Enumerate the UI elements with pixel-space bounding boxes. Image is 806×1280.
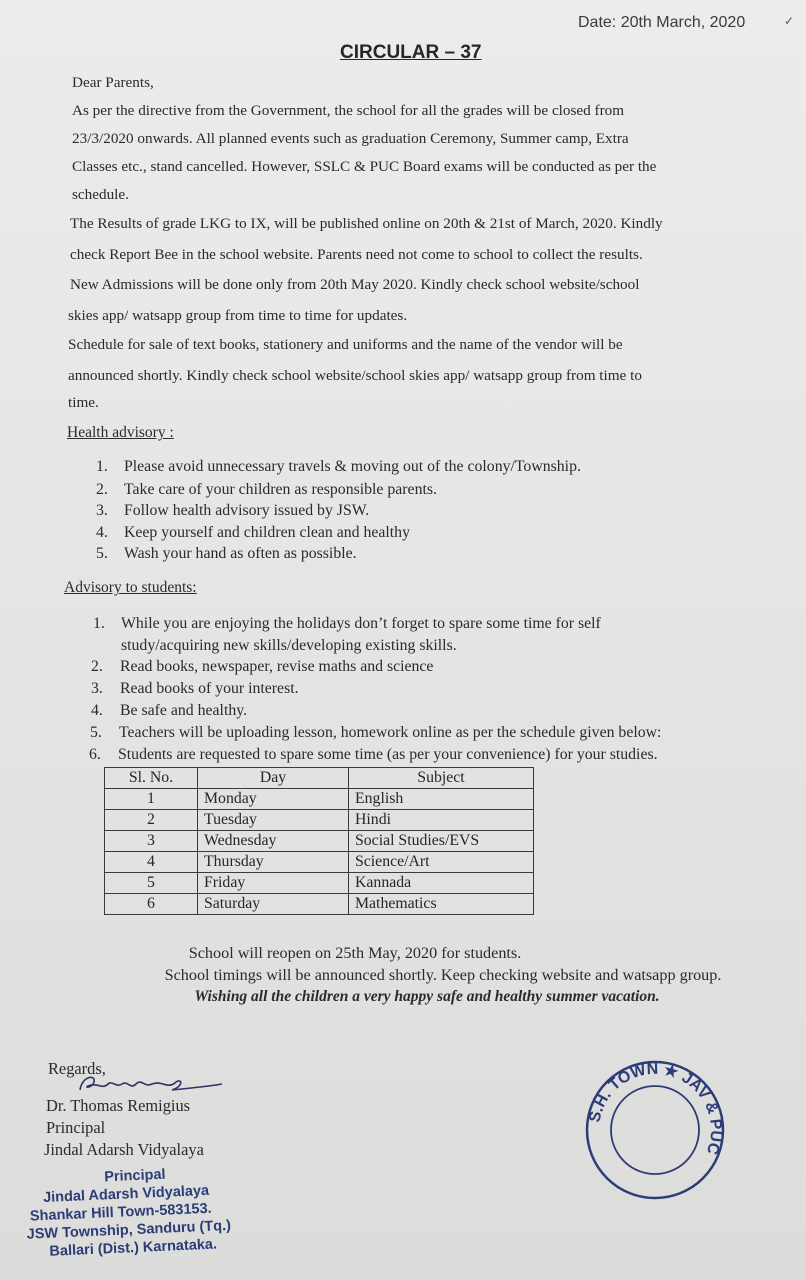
- stamp-line: Principal: [103, 1166, 166, 1186]
- table-cell: Friday: [198, 873, 349, 894]
- table-row: [105, 894, 534, 915]
- circular-document: ✓ Date: 20th March, 2020 CIRCULAR – 37 Dear Parents, As per the directive from the Government, the school for all the grades will be closed from 23/3/2020 onwards. All planned events such as graduation Ceremony, Summer camp, Extra Classes etc., stand cancelled. However, SSLC & PUC Board exams will be conducted as per the schedule. The Results of grade LKG to IX, will be published online on 20th & 21st of March, 2020. Kindly check Report Bee in the school website. Parents need not come to school to collect the results. New Admissions will be done only from 20th May 2020. Kindly check school website/school skies app/ watsapp group from time to time for updates. Schedule for sale of text books, stationery and uniforms and the name of the vendor will be announced shortly. Kindly check school website/school skies app/ watsapp group from time to time. Health advisory : 1. Please avoid unnecessary travels & moving out of the colony/Township. 2. Take care of your children as responsible parents. 3. Follow health advisory issued by JSW. 4. Keep yourself and children clean and healthy 5. Wash your hand as often as possible. Advisory to students: 1. While you are enjoying the holidays don’t forget to spare some time for self study/acquiring new skills/developing existing skills. 2. Read books, newspaper, revise maths and science 3. Read books of your interest. 4. Be safe and healthy. 5. Teachers will be uploading lesson, homework online as per the schedule given below: 6. Students are requested to spare some time (as per your convenience) for your studies. Sl. No. Day Subject 1 Monday English 2 Tuesday Hindi 3 Wednesday Social Studies/EVS 4 Thursday Science/Art 5 Friday Kannada 6 Saturday Mathematics School will reopen on 25th May, 2020 for students. School timings will be announced shortly. Keep checking website and watsapp group. Wishing all the children a very happy safe and healthy summer vacation. Regards, Dr. Thomas Remigius Principal Jindal Adarsh Vidyalaya Principal Jindal Adarsh Vidyalaya Shankar Hill Town-583153. JSW Township, Sanduru (Tq.) Ballari (Dist.) Karnataka. S.H. TOWN ★ JAV & PUC: [0, 0, 806, 1280]
- timings-notice: School timings will be announced shortly. Keep checking website and watsapp group.: [164, 966, 722, 984]
- intro-line: announced shortly. Kindly check school website/school skies app/ watsapp group from time to: [68, 367, 642, 384]
- stamp-line: Ballari (Dist.) Karnataka.: [49, 1236, 218, 1260]
- stamp-line: JSW Township, Sanduru (Tq.): [26, 1217, 232, 1243]
- principal-stamp: [20, 1163, 232, 1262]
- wish-line: Wishing all the children a very happy safe and healthy summer vacation.: [194, 988, 660, 1005]
- table-cell: Wednesday: [198, 831, 349, 852]
- table-cell: 2: [105, 810, 198, 831]
- school-seal-icon: [583, 1058, 727, 1202]
- principal-name: Dr. Thomas Remigius: [46, 1096, 191, 1115]
- table-cell: 3: [105, 831, 198, 852]
- intro-line: 23/3/2020 onwards. All planned events such as graduation Ceremony, Summer camp, Extra: [72, 130, 629, 147]
- table-row: [105, 789, 534, 810]
- table-cell: Mathematics: [349, 894, 534, 915]
- table-cell: Thursday: [198, 852, 349, 873]
- principal-role: Principal: [46, 1118, 106, 1137]
- table-cell: Science/Art: [349, 852, 534, 873]
- table-cell: 6: [105, 894, 198, 915]
- table-row: [105, 831, 534, 852]
- table-cell: English: [349, 789, 534, 810]
- svg-text:S.H. TOWN ★ JAV & PUC: S.H. TOWN ★ JAV & PUC: [586, 1060, 725, 1157]
- students-advisory-heading: Advisory to students:: [64, 579, 197, 596]
- intro-line: Schedule for sale of text books, stationery and uniforms and the name of the vendor will be: [68, 336, 623, 353]
- table-row: [105, 810, 534, 831]
- intro-line: schedule.: [72, 186, 129, 203]
- table-cell: 4: [105, 852, 198, 873]
- column-header: Sl. No.: [105, 768, 198, 789]
- check-mark-icon: ✓: [784, 14, 795, 28]
- schedule-table: [104, 767, 534, 915]
- circular-title: CIRCULAR – 37: [340, 42, 482, 63]
- reopen-notice: School will reopen on 25th May, 2020 for students.: [188, 944, 522, 962]
- stamp-line: Jindal Adarsh Vidyalaya: [42, 1182, 210, 1207]
- table-header-row: [105, 768, 534, 789]
- table-cell: 1: [105, 789, 198, 810]
- intro-line: skies app/ watsapp group from time to time for updates.: [68, 307, 408, 324]
- table-cell: Tuesday: [198, 810, 349, 831]
- regards: Regards,: [48, 1059, 106, 1078]
- column-header: Day: [198, 768, 349, 789]
- table-row: [105, 873, 534, 894]
- salutation: Dear Parents,: [72, 74, 154, 91]
- column-header: Subject: [349, 768, 534, 789]
- table-cell: 5: [105, 873, 198, 894]
- intro-line: The Results of grade LKG to IX, will be published online on 20th & 21st of March, 2020. Kindly: [70, 215, 663, 232]
- intro-line: check Report Bee in the school website. Parents need not come to school to collect the results.: [70, 246, 643, 263]
- intro-line: Classes etc., stand cancelled. However, SSLC & PUC Board exams will be conducted as per the: [72, 158, 657, 175]
- intro-line: New Admissions will be done only from 20th May 2020. Kindly check school website/school: [70, 276, 640, 293]
- table-row: [105, 852, 534, 873]
- table-cell: Monday: [198, 789, 349, 810]
- table-cell: Kannada: [349, 873, 534, 894]
- circular-date: Date: 20th March, 2020: [578, 14, 746, 31]
- stamp-line: Shankar Hill Town-583153.: [29, 1200, 212, 1225]
- table-cell: Social Studies/EVS: [349, 831, 534, 852]
- health-advisory-heading: Health advisory :: [67, 424, 174, 441]
- intro-line: As per the directive from the Government, the school for all the grades will be closed from: [72, 102, 625, 119]
- intro-line: time.: [68, 394, 99, 411]
- table-cell: Saturday: [198, 894, 349, 915]
- school-name: Jindal Adarsh Vidyalaya: [44, 1140, 204, 1159]
- table-cell: Hindi: [349, 810, 534, 831]
